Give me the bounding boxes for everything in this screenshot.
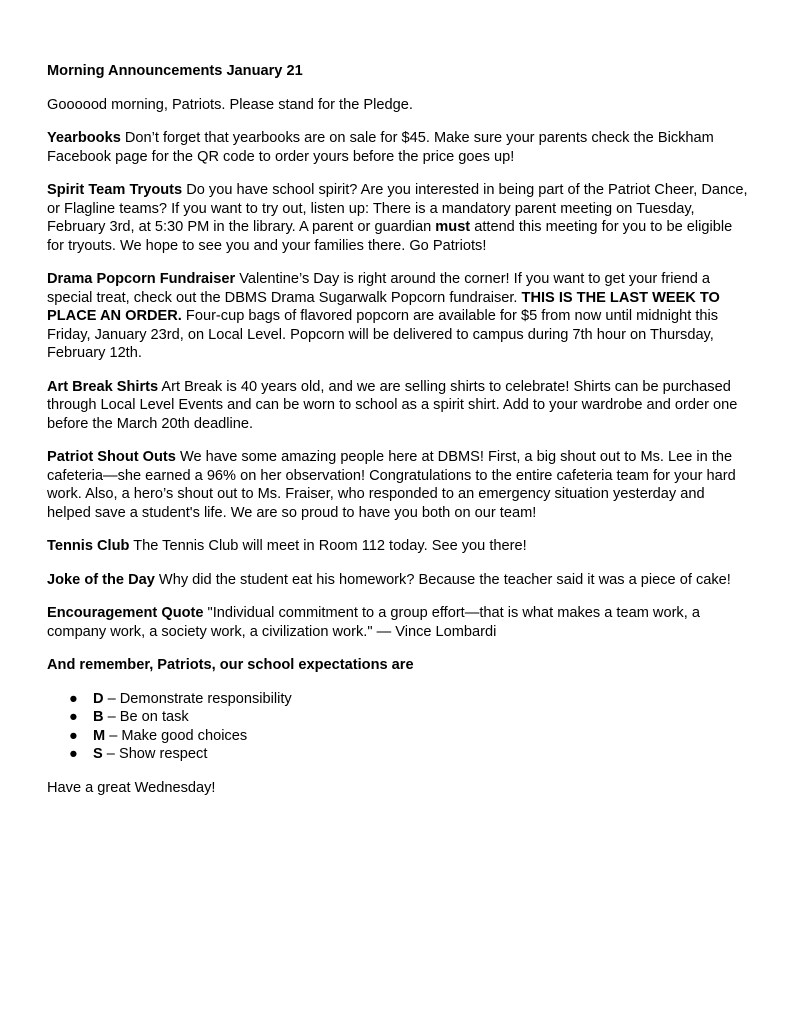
artbreak-text: Art Break is 40 years old, and we are selling shirts to celebrate! Shirts can be purchased through Local Level Events and can be worn to school as a spirit shirt. Add to your wardrobe and order one before the March 20th deadline. [47,378,738,432]
expectation-text: – Make good choices [105,727,248,744]
spirit-paragraph [47,181,751,255]
quote-heading: Encouragement Quote [47,605,204,621]
joke-text: Why did the student eat his homework? Because the teacher said it was a piece of cake! [154,571,731,588]
tennis-paragraph [47,537,751,556]
spirit-text-2: attend this meeting for you to be eligible for tryouts. We hope to see you and your families there. Go Patriots! [47,219,733,254]
drama-text-2: Four-cup bags of flavored popcorn are available for $5 from now until midnight this Friday, January 23rd, on Local Level. Popcorn will be delivered to campus during 7th hour on Thursday, February 12th. [47,308,719,361]
yearbooks-text: Don’t forget that yearbooks are on sale for $45. Make sure your parents check the Bickham Facebook page for the QR code to order yours before the price goes up! [47,130,714,165]
quote-text: "Individual commitment to a group effort—that is what makes a team work, a company work, a society work, a civilization work." — Vince Lombardi [47,605,700,640]
tennis-heading: Tennis Club [47,538,130,554]
page-title: Morning Announcements January 21 [47,63,303,79]
yearbooks-paragraph [47,129,751,166]
expectations-heading [47,656,751,675]
expectations-list [47,690,751,764]
list-item [47,690,751,709]
bullet-icon: ● [69,690,78,707]
artbreak-heading: Art Break Shirts [47,378,159,395]
tennis-text: The Tennis Club will meet in Room 112 today. See you there! [129,538,527,554]
expectation-letter: B [93,709,104,725]
joke-heading: Joke of the Day [47,571,155,588]
list-item [47,708,751,727]
drama-paragraph [47,270,751,363]
greeting-paragraph: Goooood morning, Patriots. Please stand for the Pledge. [47,96,413,113]
shoutouts-heading: Patriot Shout Outs [47,449,176,465]
bullet-icon: ● [69,746,78,762]
expectation-text: – Show respect [102,746,208,762]
expectation-text: – Demonstrate responsibility [103,690,292,707]
shoutouts-text: We have some amazing people here at DBMS! First, a big shout out to Ms. Lee in the cafeteria—she earned a 96% on her observation! Congratulations to the entire cafeteria team for your hard work. Also, a hero’s shout out to Ms. Fraiser, who responded to an emergency situation yesterday and helped save a student's life. We are so proud to have you both on our team! [47,449,736,521]
quote-paragraph [47,604,751,641]
spirit-text-1: Do you have school spirit? Are you interested in being part of the Patriot Cheer, Dance, or Flagline teams? If you want to try out, listen up: There is a mandatory parent meeting on Tuesday, February 3rd, at 5:30 PM in the library. A parent or guardian [47,182,748,235]
bullet-icon: ● [69,727,78,744]
expectations-heading-text: And remember, Patriots, our school expectations are [47,657,414,673]
drama-emphasis: THIS IS THE LAST WEEK TO PLACE AN ORDER. [47,289,720,324]
drama-heading: Drama Popcorn Fundraiser [47,271,236,287]
expectation-text: – Be on task [103,709,189,725]
yearbooks-heading: Yearbooks [47,130,121,146]
artbreak-paragraph [47,378,751,434]
drama-text-1: Valentine’s Day is right around the corner! If you want to get your friend a special treat, check out the DBMS Drama Sugarwalk Popcorn fundraiser. [47,271,710,306]
list-item [47,727,751,746]
shoutouts-paragraph [47,448,751,522]
bullet-icon: ● [69,709,78,725]
closing-paragraph: Have a great Wednesday! [47,779,216,796]
expectation-letter: S [93,746,103,762]
joke-paragraph [47,571,751,590]
spirit-heading: Spirit Team Tryouts [47,182,183,198]
spirit-emphasis: must [435,219,471,235]
list-item [47,745,751,764]
expectation-letter: D [93,690,104,707]
expectation-letter: M [93,727,106,744]
